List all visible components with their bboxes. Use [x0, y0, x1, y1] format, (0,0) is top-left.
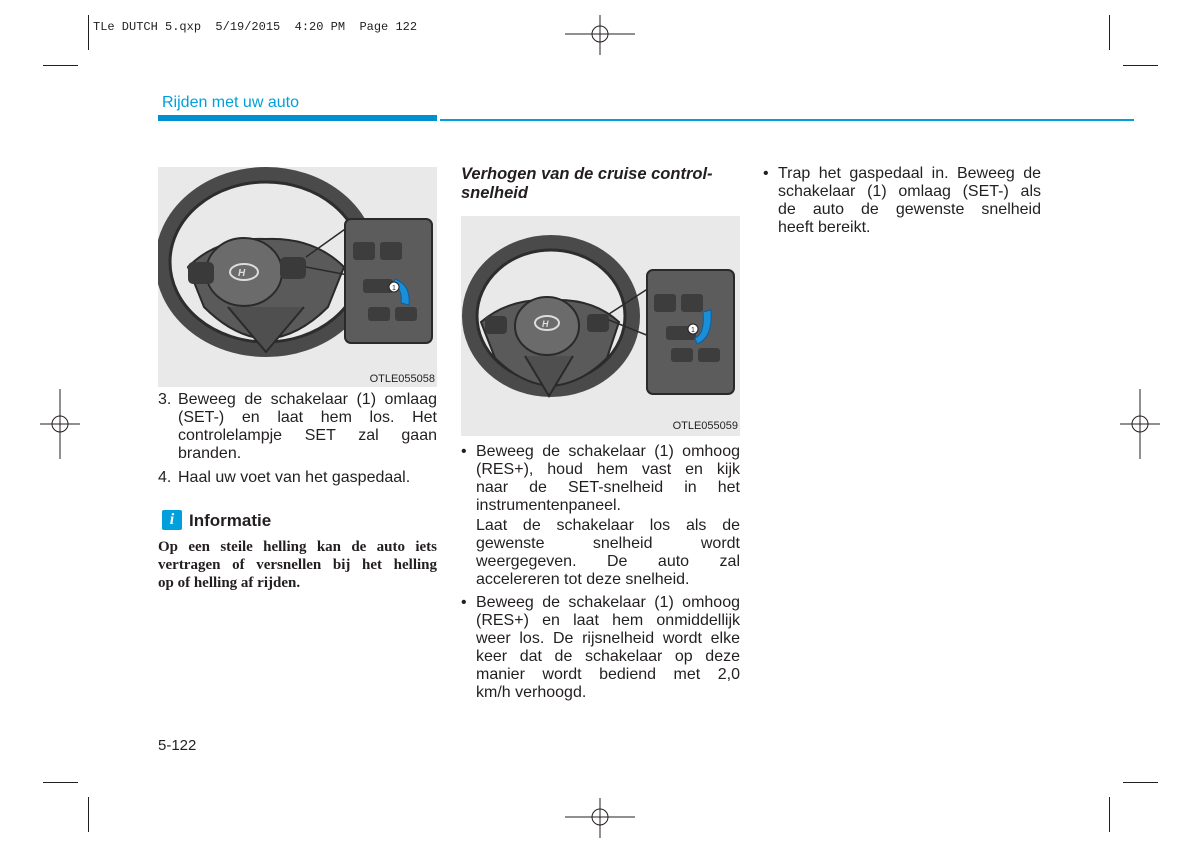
bullet-line: Beweeg de schakelaar (1) omhoog — [476, 443, 740, 460]
bullet-line: weer los. De rijsnelheid wordt elke — [476, 630, 740, 647]
bullet-glyph: • — [461, 443, 467, 460]
svg-text:1: 1 — [691, 327, 695, 334]
info-text — [158, 538, 437, 592]
bullet-line: Trap het gaspedaal in. Beweeg de — [778, 165, 1041, 182]
section-title: Rijden met uw auto — [162, 94, 299, 111]
info-title: Informatie — [189, 511, 272, 530]
bullet-res-hold — [461, 443, 740, 515]
svg-text:1: 1 — [392, 285, 396, 292]
bullet-line: accelereren tot deze snelheid. — [476, 571, 690, 588]
figure-steering-wheel-set — [158, 167, 437, 387]
step-3 — [158, 391, 437, 463]
steering-wheel-illustration — [461, 216, 740, 436]
heading-line: snelheid — [461, 184, 528, 202]
bullet-res-tap — [461, 594, 740, 702]
svg-text:H: H — [238, 268, 246, 279]
bullet-line: (RES+), houd hem vast en kijk — [476, 461, 740, 478]
heading-line: Verhogen van de cruise control- — [461, 165, 713, 183]
bullet-accelerate-set — [763, 165, 1041, 237]
bullet-line: (RES+) en laat hem onmiddellijk — [476, 612, 740, 629]
bullet-line: schakelaar (1) omlaag (SET-) als — [778, 183, 1041, 200]
step-line: (SET-) en laat hem los. Het — [178, 409, 437, 426]
registration-mark-right — [1120, 389, 1160, 459]
step-line: branden. — [178, 445, 242, 462]
step-line: Beweeg de schakelaar (1) omlaag — [178, 391, 437, 408]
bullet-res-hold-continued — [476, 517, 740, 589]
info-line: vertragen of versnellen bij het helling — [158, 557, 437, 573]
bullet-glyph: • — [461, 594, 467, 611]
bullet-line: keer dat de schakelaar op deze — [476, 648, 740, 665]
bullet-line: manier wordt bediend met 2,0 — [476, 666, 740, 683]
registration-mark-left — [40, 389, 80, 459]
bullet-line: instrumentenpaneel. — [476, 497, 621, 514]
bullet-line: de auto de gewenste snelheid — [778, 201, 1041, 218]
bullet-line: Laat de schakelaar los als de — [476, 517, 740, 534]
figure-steering-wheel-res — [461, 216, 740, 436]
print-slug: TLe DUTCH 5.qxp 5/19/2015 4:20 PM Page 122 — [93, 20, 418, 34]
bullet-line: gewenste snelheid wordt — [476, 535, 740, 552]
step-number: 3. — [158, 391, 172, 408]
registration-mark-bottom — [565, 798, 635, 838]
step-line: Haal uw voet van het gaspedaal. — [178, 469, 411, 486]
step-line: controlelampje SET zal gaan — [178, 427, 437, 444]
info-icon: i — [162, 510, 182, 530]
bullet-line: Beweeg de schakelaar (1) omhoog — [476, 594, 740, 611]
bullet-line: weergegeven. De auto zal — [476, 553, 740, 570]
figure-code: OTLE055059 — [672, 420, 738, 432]
bullet-line: naar de SET-snelheid in het — [476, 479, 740, 496]
registration-mark-top — [565, 15, 635, 55]
page-number: 5-122 — [158, 737, 197, 754]
info-line: op of helling af rijden. — [158, 575, 301, 591]
steering-wheel-illustration — [158, 167, 437, 387]
svg-text:H: H — [542, 319, 549, 329]
step-number: 4. — [158, 469, 172, 486]
header-rule-dark — [158, 115, 437, 121]
info-line: Op een steile helling kan de auto iets — [158, 539, 437, 555]
figure-code: OTLE055058 — [369, 373, 435, 385]
bullet-glyph: • — [763, 165, 769, 182]
bullet-line: km/h verhoogd. — [476, 684, 587, 701]
header-rule-light — [440, 119, 1134, 121]
subsection-heading — [461, 165, 740, 203]
step-4 — [158, 469, 437, 487]
bullet-line: heeft bereikt. — [778, 219, 871, 236]
